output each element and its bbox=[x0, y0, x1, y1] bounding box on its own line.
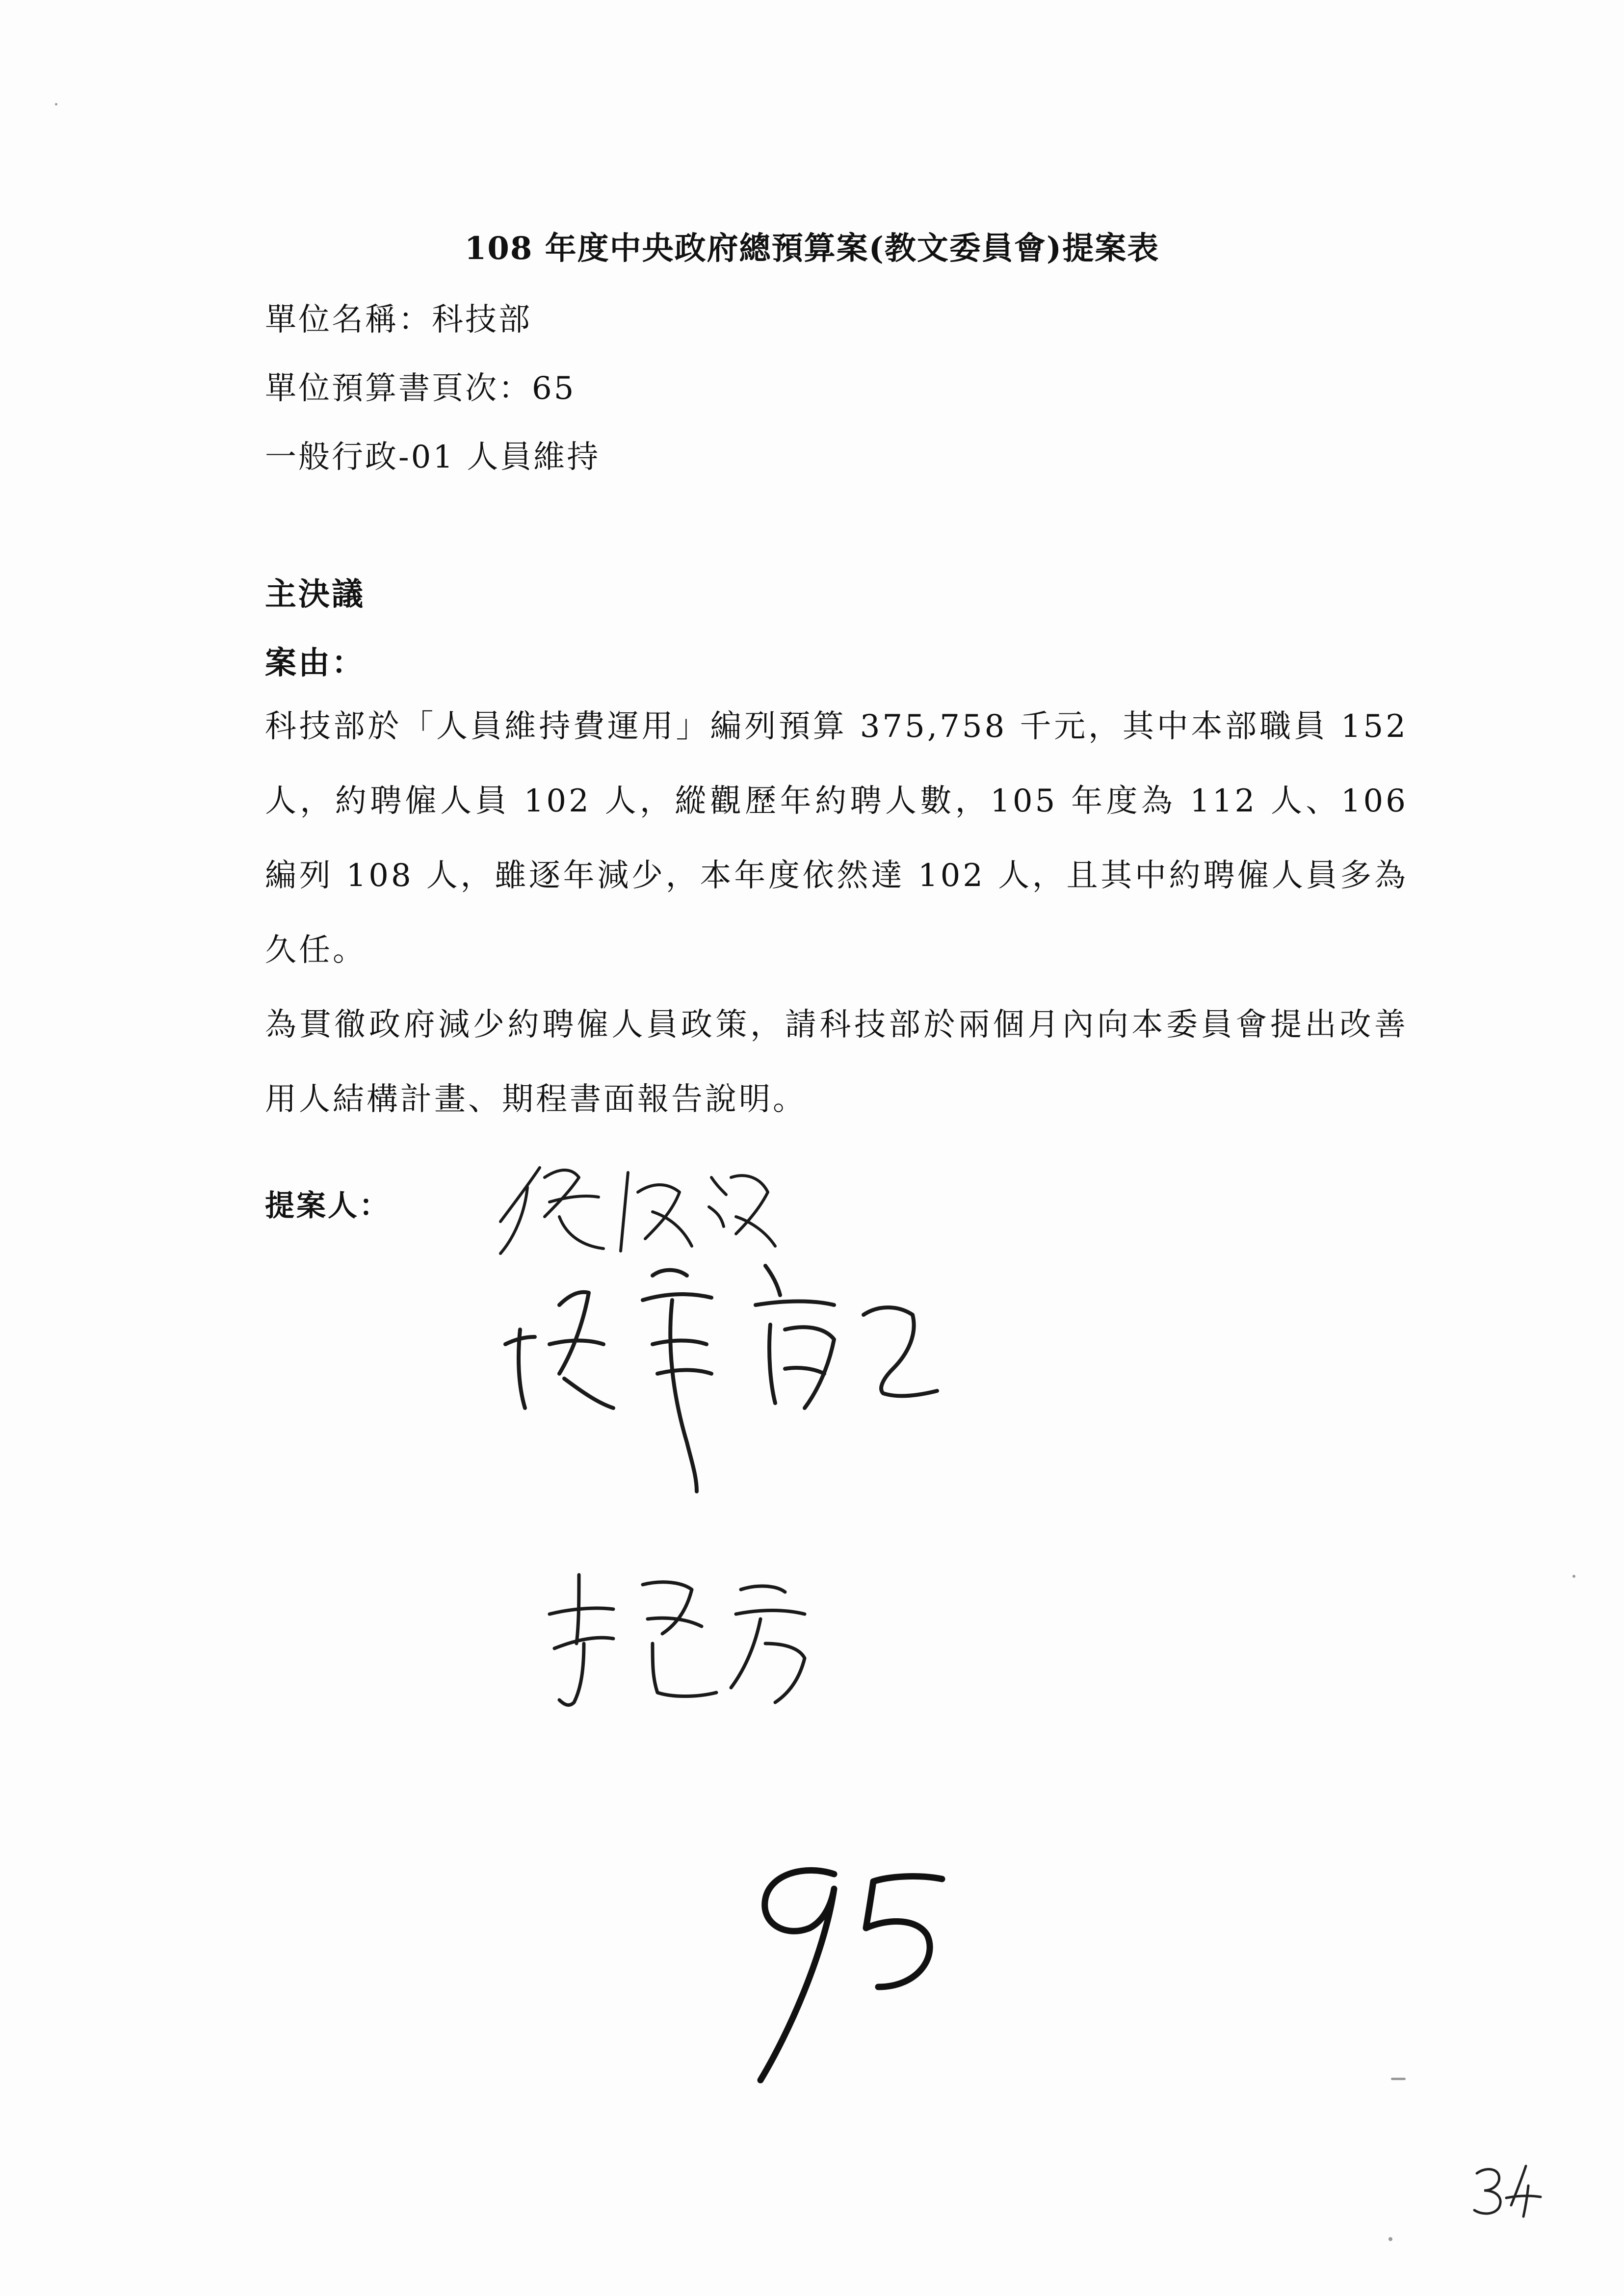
signature-2 bbox=[491, 1246, 981, 1511]
scan-mark bbox=[1391, 2078, 1406, 2080]
reason-body bbox=[265, 689, 1408, 1137]
unit-name: 單位名稱：科技部 bbox=[265, 302, 532, 338]
handwritten-number-95 bbox=[731, 1845, 957, 2100]
reason-paragraph-1: 科技部於「人員維持費運用」編列預算 375,758 千元，其中本部職員 152 人，約聘僱人員 102 人，縱觀歷年約聘人數，105 年度為 112 人、106 編列 108 人，雖逐年減少，本年度依然達 102 人，且其中約聘僱人員多為久任。 bbox=[265, 708, 1408, 968]
proposer-label: 提案人： bbox=[265, 1189, 391, 1223]
reason-heading: 案由： bbox=[265, 645, 365, 681]
budget-page-reference: 單位預算書頁次：65 bbox=[265, 370, 576, 407]
scan-speck bbox=[1572, 1575, 1575, 1578]
resolution-heading: 主決議 bbox=[265, 576, 365, 613]
reason-paragraph-2: 為貫徹政府減少約聘僱人員政策，請科技部於兩個月內向本委員會提出改善用人結構計畫、期程書面報告說明。 bbox=[265, 1007, 1408, 1118]
signature-3 bbox=[530, 1555, 844, 1722]
program-item: 一般行政-01 人員維持 bbox=[265, 439, 601, 475]
scan-speck bbox=[1388, 2237, 1392, 2241]
page-number bbox=[1469, 2159, 1543, 2218]
document-title: 108 年度中央政府總預算案(教文委員會)提案表 bbox=[464, 230, 1160, 267]
scan-speck bbox=[55, 103, 57, 105]
